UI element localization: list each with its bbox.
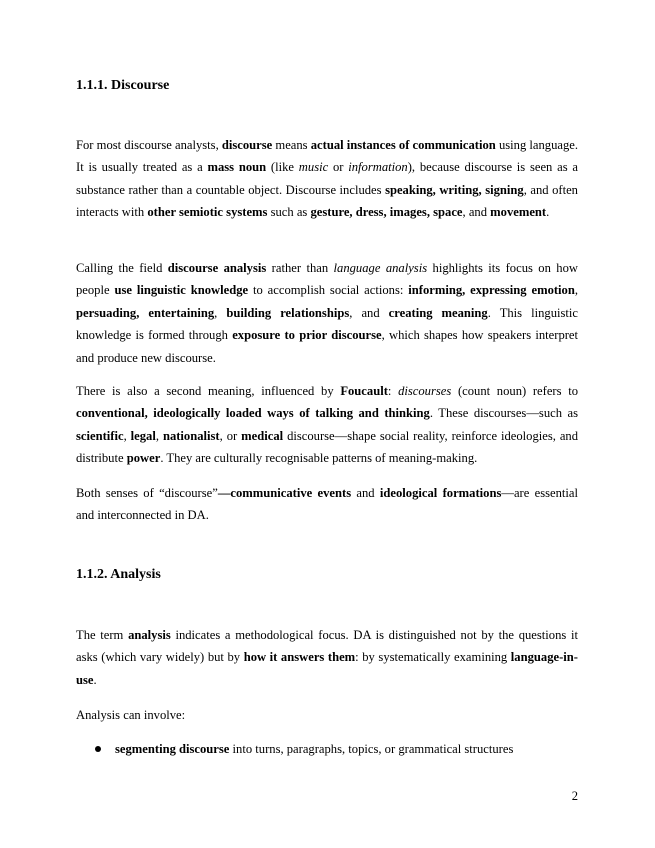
paragraph-discourse-definition: For most discourse analysts, discourse means actual instances of communication using language. It is usually treated as a mass noun (like music or information), because discourse is seen as a substance rather than a countable object. Discourse includes speaking, writing, signing, and often interacts with other semiotic systems such as gesture, dress, images, space, and movement. bbox=[76, 138, 578, 220]
paragraph-analysis-can-involve: Analysis can involve: bbox=[76, 708, 186, 722]
list-item-text: segmenting discourse into turns, paragraphs, topics, or grammatical structures bbox=[115, 742, 514, 756]
paragraph-both-senses: Both senses of “discourse”—communicative events and ideological formations—are essential and interconnected in DA. bbox=[76, 486, 578, 523]
bullet-icon bbox=[95, 746, 101, 752]
section-heading-discourse: 1.1.1. Discourse bbox=[76, 78, 170, 93]
list-item bbox=[76, 738, 578, 760]
section-heading-analysis: 1.1.2. Analysis bbox=[76, 567, 161, 582]
analysis-bullet-list bbox=[76, 738, 578, 760]
paragraph-foucault-meaning: There is also a second meaning, influenced by Foucault: discourses (count noun) refers to conventional, ideologically loaded ways of talking and thinking. These discourses—such as scientific, legal, nationalist, or medical discourse—shape social reality, reinforce ideologies, and distribute power. They are culturally recognisable patterns of meaning-making. bbox=[76, 384, 579, 466]
page-number: 2 bbox=[571, 789, 578, 803]
paragraph-analysis-definition: The term analysis indicates a methodological focus. DA is distinguished not by the questions it asks (which vary widely) but by how it answers them: by systematically examining language-in-use. bbox=[76, 628, 578, 687]
paragraph-discourse-analysis-field: Calling the field discourse analysis rather than language analysis highlights its focus on how people use linguistic knowledge to accomplish social actions: informing, expressing emotion, persuading, entertaining, building relationships, and creating meaning. This linguistic knowledge is formed through exposure to prior discourse, which shapes how speakers interpret and produce new discourse. bbox=[76, 261, 579, 365]
